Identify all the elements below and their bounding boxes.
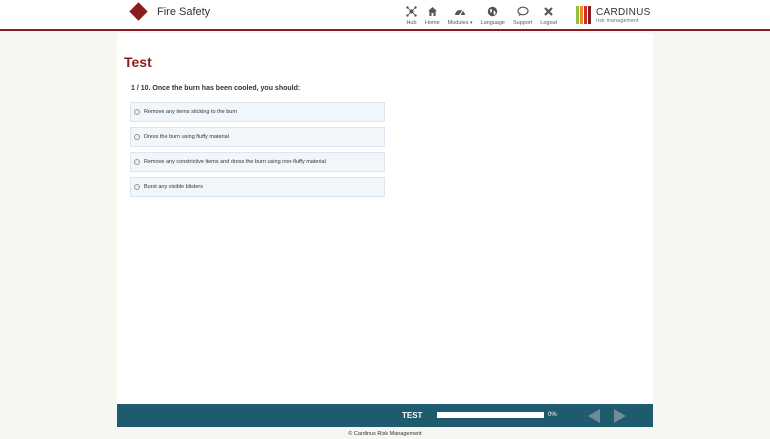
logo-bar [584, 6, 587, 24]
nav-logout-label: Logout [540, 20, 558, 26]
question-text: 1 / 10. Once the burn has been cooled, you should: [131, 85, 301, 92]
nav-home-label: Home [425, 20, 440, 26]
answer-option-label: Dress the burn using fluffy material [144, 134, 229, 140]
previous-arrow-icon[interactable] [588, 409, 600, 423]
progress-percent: 0% [548, 412, 557, 418]
home-icon [427, 6, 438, 17]
footer-label: TEST [402, 411, 423, 420]
answer-option-label: Remove any items sticking to the burn [144, 109, 238, 115]
answer-options [130, 102, 385, 202]
nav-modules-label [448, 20, 473, 26]
next-arrow-icon[interactable] [614, 409, 626, 423]
nav-language-label: Language [480, 20, 505, 26]
logo-subtitle: risk management [596, 17, 639, 24]
cardinus-logo [576, 6, 651, 24]
answer-option[interactable] [130, 177, 385, 197]
course-title: Fire Safety [157, 5, 211, 18]
answer-option-label: Burst any visible blisters [144, 184, 203, 190]
logo-bar [576, 6, 579, 24]
radio-button[interactable] [134, 159, 140, 165]
caret-down-icon: ▾ [470, 20, 473, 26]
brand[interactable] [128, 5, 210, 18]
nav-language[interactable] [477, 6, 509, 26]
nav-support[interactable] [509, 6, 536, 26]
hub-icon [406, 6, 417, 17]
answer-option[interactable] [130, 127, 385, 147]
nav-modules-text: Modules [447, 20, 469, 26]
brand-logo-icon [129, 2, 147, 20]
content-panel [117, 33, 653, 404]
logo-bar [588, 6, 591, 24]
answer-option[interactable] [130, 102, 385, 122]
answer-option-label: Remove any constrictive items and dress the burn using non-fluffy material [144, 159, 326, 165]
copyright-text: © Cardinus Risk Management [348, 431, 422, 437]
footer-bar [117, 404, 653, 427]
nav-hub[interactable] [402, 6, 421, 26]
logo-name: CARDINUS [596, 6, 651, 18]
nav-modules[interactable] [444, 6, 477, 26]
header-bar [0, 0, 770, 31]
globe-icon [487, 6, 498, 17]
close-icon [543, 6, 554, 17]
page-title: Test [124, 54, 152, 70]
radio-button[interactable] [134, 134, 140, 140]
radio-button[interactable] [134, 184, 140, 190]
nav-support-label: Support [513, 20, 533, 26]
answer-option[interactable] [130, 152, 385, 172]
nav-hub-label: Hub [406, 20, 417, 26]
dashboard-icon [454, 6, 466, 17]
nav-home[interactable] [421, 6, 444, 26]
logo-text [596, 7, 651, 24]
nav-logout[interactable] [536, 6, 561, 26]
top-nav [402, 6, 561, 26]
chat-icon [517, 6, 529, 17]
logo-bars [576, 6, 592, 24]
radio-button[interactable] [134, 109, 140, 115]
progress-bar [437, 412, 544, 418]
logo-bar [580, 6, 583, 24]
